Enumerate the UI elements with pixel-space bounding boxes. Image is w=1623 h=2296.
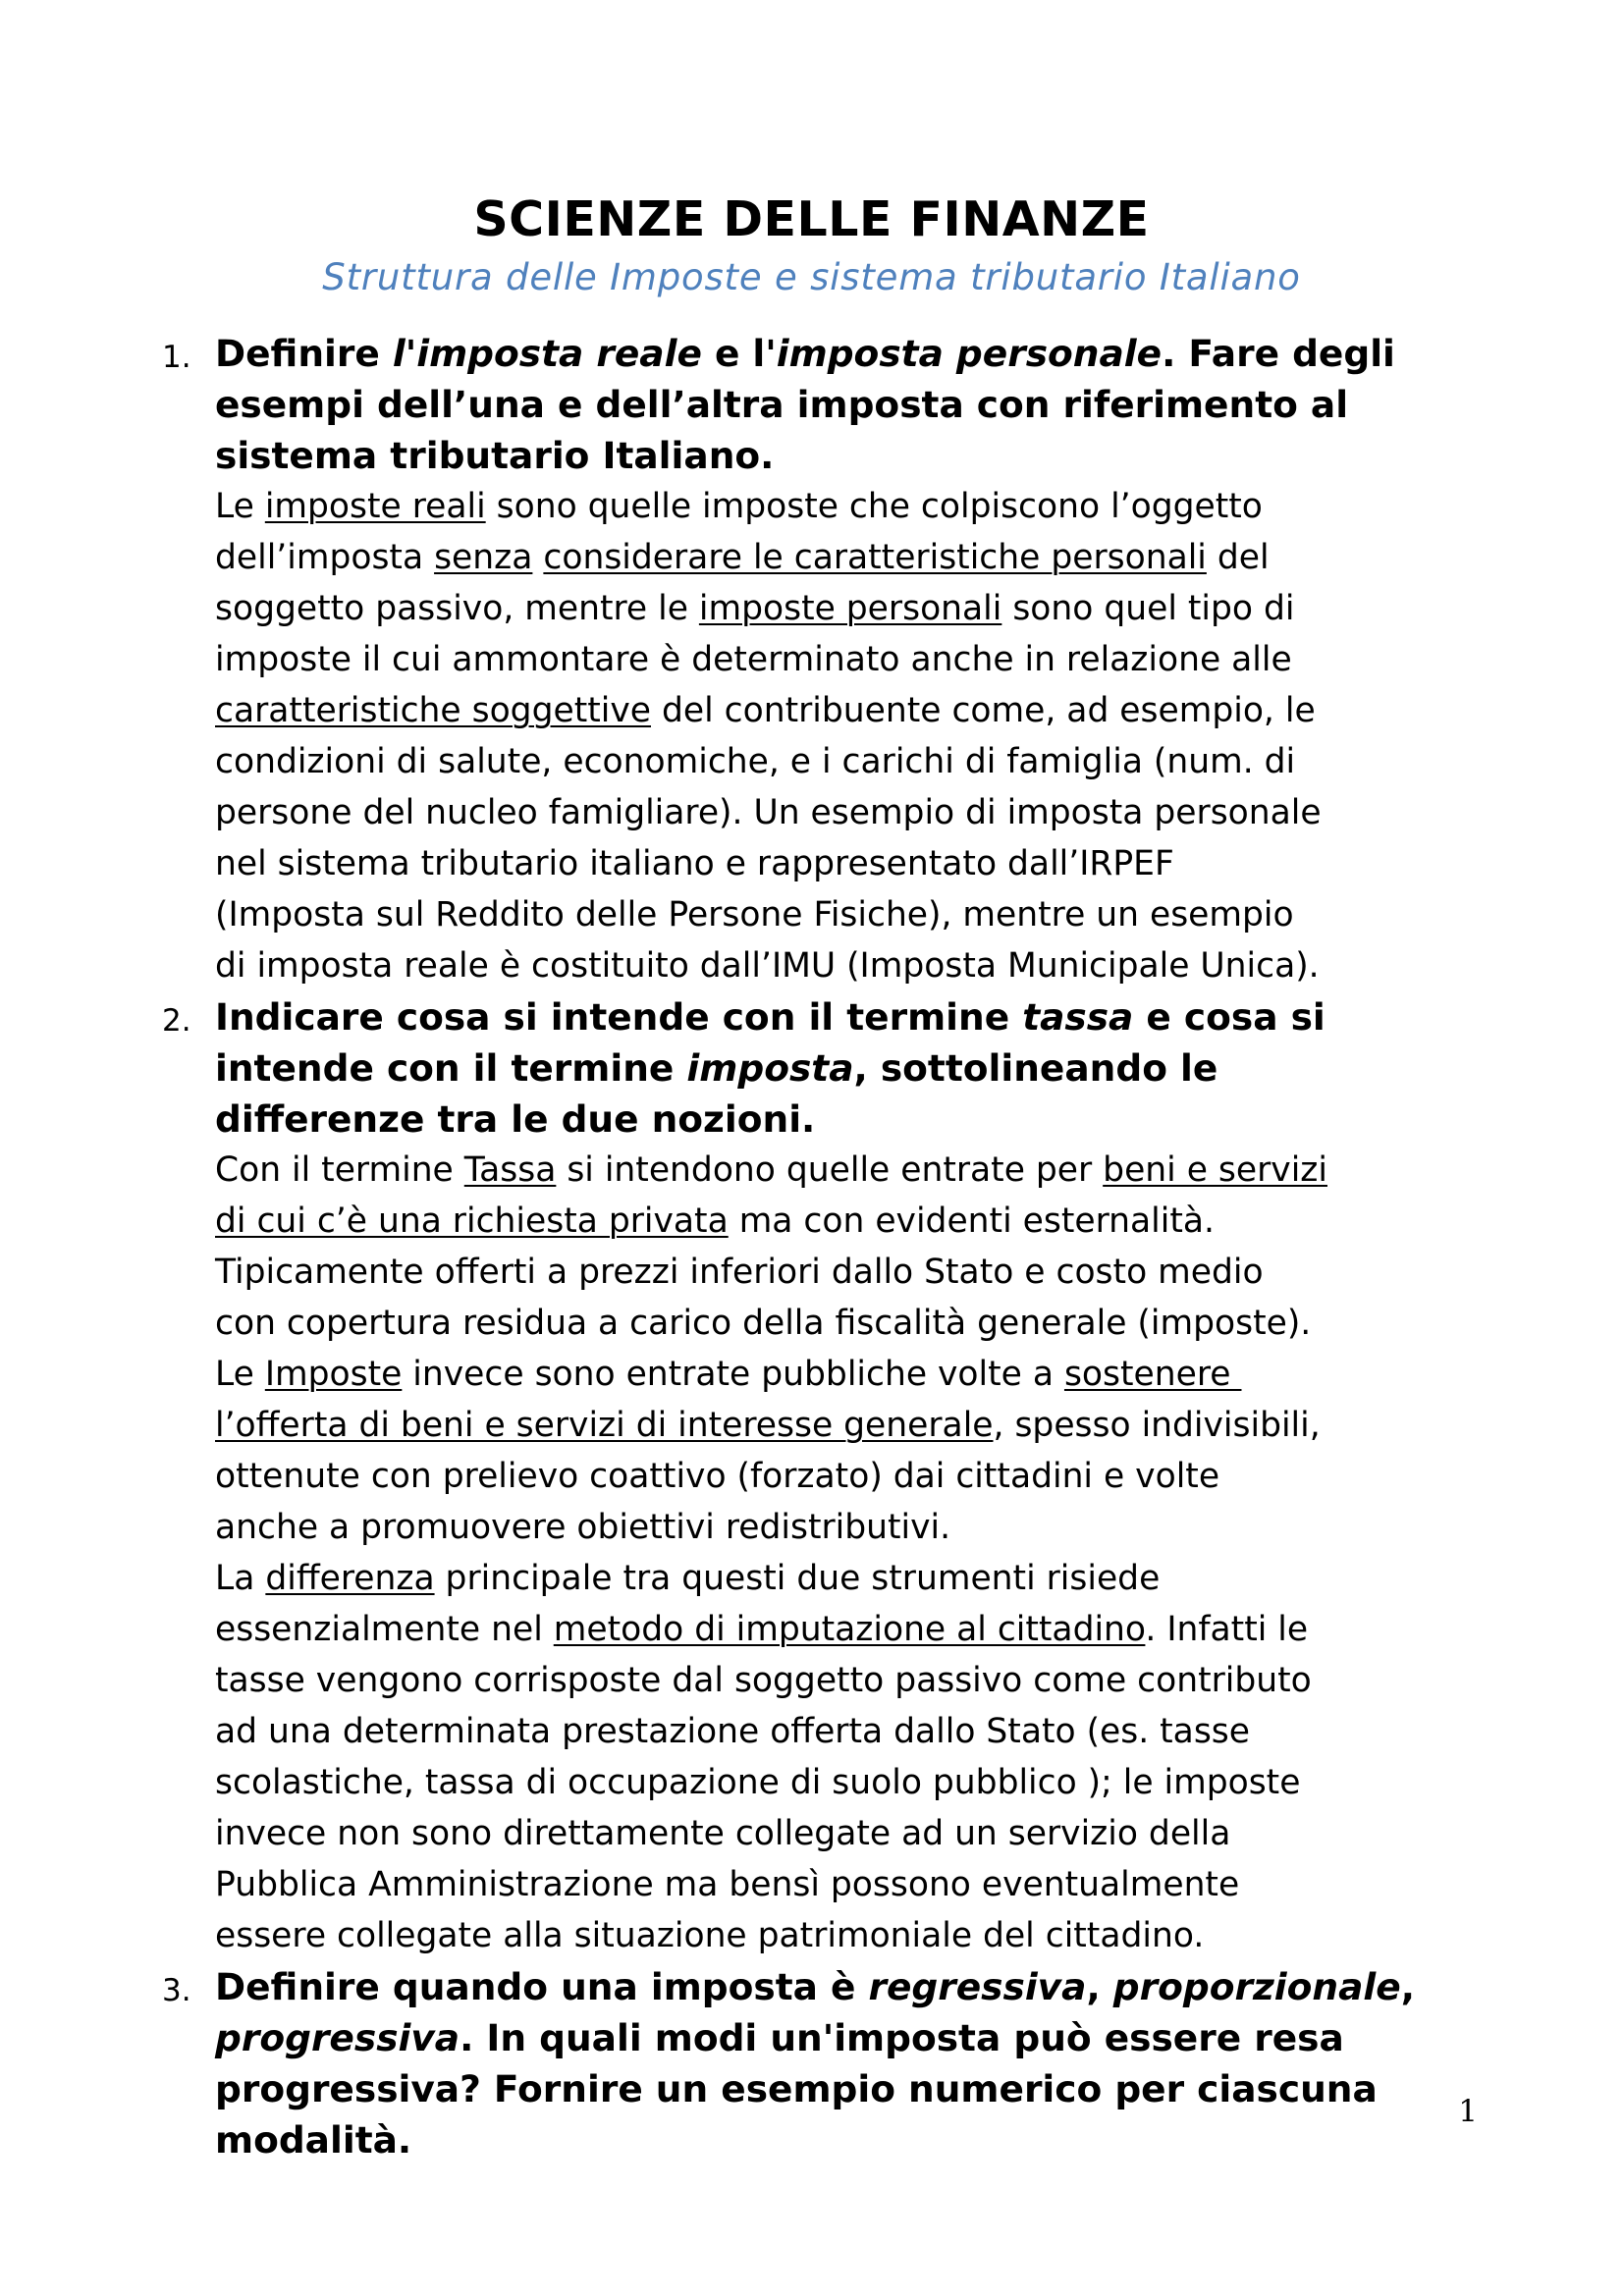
list-number: 3.	[162, 1973, 191, 2008]
text-span: dell’imposta	[215, 538, 435, 577]
text-span: ma con evidenti esternalità.	[728, 1201, 1215, 1241]
question-line	[215, 2012, 1491, 2063]
question-line: progressiva? Fornire un esempio numerico per ciascuna	[215, 2067, 1378, 2110]
text-span: Le	[215, 1355, 265, 1394]
underlined-text: considerare le caratteristiche personali	[543, 538, 1207, 577]
underlined-text: differenza	[265, 1559, 435, 1598]
text-span: sono quelle imposte che colpiscono l’oggetto	[485, 487, 1263, 526]
question-line: esempi dell’una e dell’altra imposta con riferimento al	[215, 383, 1349, 426]
question-line	[215, 991, 1491, 1042]
answer-line: scolastiche, tassa di occupazione di suolo pubblico ); le imposte	[215, 1763, 1301, 1802]
question-line: sistema tributario Italiano.	[215, 434, 775, 477]
text-span: essenzialmente nel	[215, 1610, 554, 1649]
question-heading	[162, 328, 1491, 481]
answer-line	[215, 532, 1491, 583]
answer-line: tasse vengono corrisposte dal soggetto passivo come contributo	[215, 1661, 1312, 1700]
text-span: . Fare degli	[1162, 332, 1395, 375]
text-span: . Infatti le	[1145, 1610, 1309, 1649]
underlined-text: Tassa	[463, 1150, 557, 1190]
answer-line: ottenute con prelievo coattivo (forzato) dai cittadini e volte	[215, 1457, 1220, 1496]
underlined-text: sostenere	[1063, 1355, 1242, 1394]
text-span: invece sono entrate pubbliche volte a	[402, 1355, 1064, 1394]
page-number: 1	[1458, 2094, 1478, 2129]
question-heading	[162, 991, 1491, 1145]
emphasis-text: regressiva	[868, 1965, 1087, 2008]
answer-line	[215, 481, 1491, 532]
text-span: , spesso indivisibili,	[993, 1406, 1321, 1445]
list-number: 1.	[162, 340, 191, 375]
answer-paragraph	[215, 1145, 1491, 1961]
question-line: modalità.	[215, 2118, 412, 2162]
text-span	[532, 538, 543, 577]
text-span: soggetto passivo, mentre le	[215, 589, 699, 628]
answer-line	[215, 1196, 1491, 1247]
answer-line: Tipicamente offerti a prezzi inferiori dallo Stato e costo medio	[215, 1253, 1264, 1292]
answer-line	[215, 1400, 1491, 1451]
answer-line	[215, 1553, 1491, 1604]
question-heading	[162, 1961, 1491, 2165]
answer-line: essere collegate alla situazione patrimoniale del cittadino.	[215, 1916, 1205, 1955]
text-span: ,	[1400, 1965, 1415, 2008]
answer-line	[215, 1604, 1491, 1655]
answer-line: imposte il cui ammontare è determinato anche in relazione alle	[215, 640, 1292, 679]
underlined-text: imposte personali	[698, 589, 1002, 628]
text-span: del contribuente come, ad esempio, le	[651, 691, 1316, 730]
page-subtitle: Struttura delle Imposte e sistema tributario Italiano	[322, 256, 1301, 298]
text-span: Con il termine	[215, 1150, 464, 1190]
underlined-text: imposte reali	[264, 487, 486, 526]
list-item	[162, 991, 1491, 1961]
question-line	[215, 1042, 1491, 1094]
text-span: e cosa si	[1133, 995, 1325, 1039]
answer-line: di imposta reale è costituito dall’IMU (Imposta Municipale Unica).	[215, 946, 1320, 986]
question-line: differenze tra le due nozioni.	[215, 1097, 816, 1141]
underlined-text: Imposte	[264, 1355, 403, 1394]
underlined-text: beni e servizi	[1103, 1150, 1327, 1190]
text-span: . In quali modi un'imposta può essere resa	[460, 2016, 1344, 2059]
emphasis-text: imposta personale	[776, 332, 1163, 375]
answer-line: (Imposta sul Reddito delle Persone Fisiche), mentre un esempio	[215, 895, 1294, 934]
text-span: Definire	[215, 332, 393, 375]
text-span: La	[215, 1559, 266, 1598]
answer-line: Pubblica Amministrazione ma bensì possono eventualmente	[215, 1865, 1240, 1904]
answer-paragraph	[215, 481, 1491, 991]
emphasis-text: progressiva	[215, 2016, 460, 2059]
underlined-text: caratteristiche soggettive	[215, 691, 651, 730]
text-span: principale tra questi due strumenti risiede	[434, 1559, 1161, 1598]
text-span: Indicare cosa si intende con il termine	[215, 995, 1023, 1039]
answer-line: nel sistema tributario italiano e rappresentato dall’IRPEF	[215, 844, 1174, 883]
emphasis-text: l'imposta reale	[392, 332, 702, 375]
answer-line: anche a promuovere obiettivi redistributivi.	[215, 1508, 951, 1547]
text-span: Le	[215, 487, 265, 526]
answer-line	[215, 1145, 1491, 1196]
text-span: , sottolineando le	[853, 1046, 1218, 1090]
answer-line: ad una determinata prestazione offerta dallo Stato (es. tasse	[215, 1712, 1251, 1751]
answer-line	[215, 685, 1491, 736]
emphasis-text: proporzionale	[1112, 1965, 1401, 2008]
underlined-text: l’offerta di beni e servizi di interesse generale	[215, 1406, 994, 1445]
text-span: ,	[1086, 1965, 1113, 2008]
answer-line	[215, 1349, 1491, 1400]
page-title: SCIENZE DELLE FINANZE	[473, 191, 1150, 247]
text-span: e l'	[701, 332, 777, 375]
answer-line: persone del nucleo famigliare). Un esempio di imposta personale	[215, 793, 1322, 832]
question-line	[215, 1961, 1491, 2012]
underlined-text: senza	[434, 538, 533, 577]
answer-line: condizioni di salute, economiche, e i carichi di famiglia (num. di	[215, 742, 1296, 781]
list-item	[162, 1961, 1491, 2165]
answer-line: con copertura residua a carico della fiscalità generale (imposte).	[215, 1304, 1312, 1343]
question-line	[215, 328, 1491, 379]
emphasis-text: imposta	[686, 1046, 854, 1090]
underlined-text: di cui c’è una richiesta privata	[215, 1201, 729, 1241]
emphasis-text: tassa	[1022, 995, 1134, 1039]
list-number: 2.	[162, 1003, 191, 1039]
underlined-text: metodo di imputazione al cittadino	[553, 1610, 1146, 1649]
question-list	[162, 328, 1491, 2165]
text-span: Definire quando una imposta è	[215, 1965, 869, 2008]
answer-line: invece non sono direttamente collegate ad un servizio della	[215, 1814, 1231, 1853]
text-span: sono quel tipo di	[1001, 589, 1295, 628]
list-item	[162, 328, 1491, 991]
text-span: si intendono quelle entrate per	[556, 1150, 1104, 1190]
text-span: intende con il termine	[215, 1046, 687, 1090]
answer-line	[215, 583, 1491, 634]
text-span: del	[1206, 538, 1270, 577]
